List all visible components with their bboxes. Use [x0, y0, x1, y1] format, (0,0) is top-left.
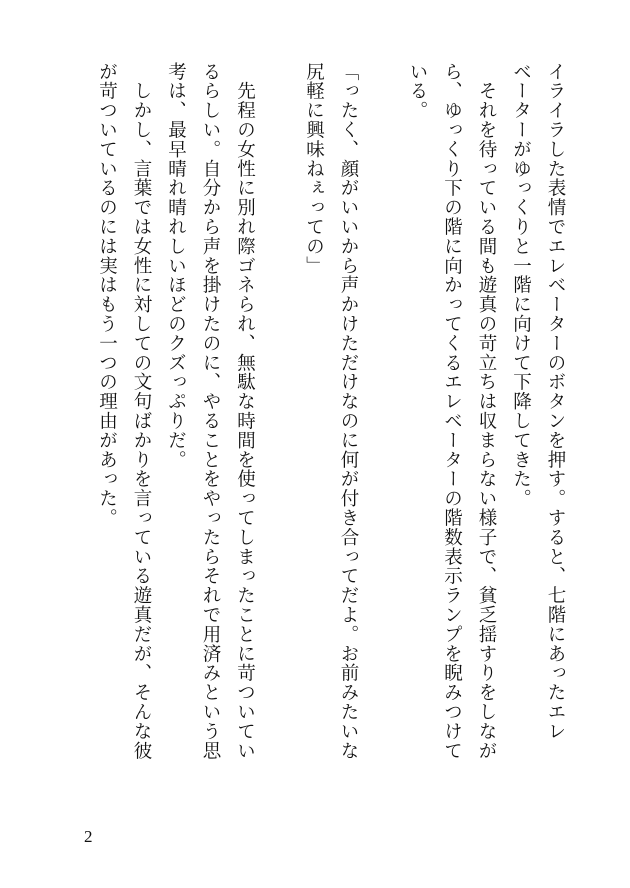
- text-line: るらしい。自分から声を掛けたのに、やることをやったらそれで用済みという思: [200, 62, 221, 761]
- text-line: いる。: [407, 62, 428, 121]
- text-line: 「ったく、顔がいいから声かけただけなのに何が付き合ってだよ。お前みたいな: [338, 62, 359, 761]
- page-number: 2: [84, 827, 93, 846]
- text-line: ベーターがゆっくりと一階に向けて下降してきた。: [510, 62, 532, 509]
- text-line: 先程の女性に別れ際ゴネられ、無駄な時間を使ってしまったことに苛ついてい: [234, 62, 256, 761]
- text-line: 尻軽に興味ねぇっての」: [303, 62, 325, 276]
- blank-line: [365, 62, 400, 782]
- vertical-text-body: [89, 62, 572, 782]
- text-line: が苛ついているのには実はもう一つの理由があった。: [96, 62, 118, 528]
- text-line: 考は、最早晴れ晴れしいほどのクズっぷりだ。: [165, 62, 187, 470]
- blank-line: [262, 62, 297, 782]
- text-line: しかし、言葉では女性に対しての文句ばかりを言っている遊真だが、そんな彼: [131, 62, 152, 761]
- text-line: ら、ゆっくり下の階に向かってくるエレベーターの階数表示ランプを睨みつけて: [441, 62, 463, 761]
- text-line: それを待っている間も遊真の苛立ちは収まらない様子で、貧乏揺すりをしなが: [476, 62, 497, 761]
- text-line: イライラした表情でエレベーターのボタンを押す。すると、七階にあったエレ: [545, 62, 566, 741]
